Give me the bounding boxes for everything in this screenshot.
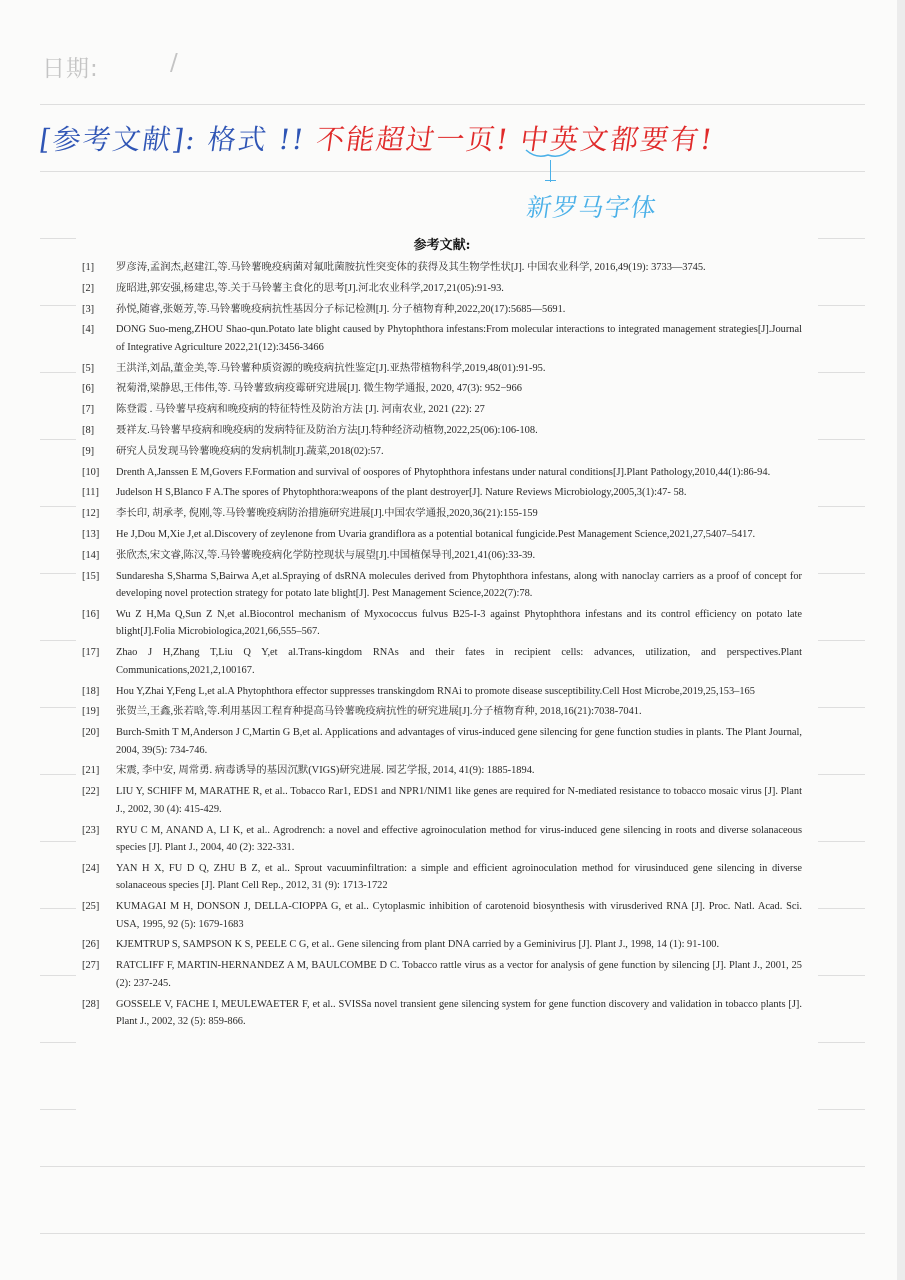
reference-number: [7] <box>82 404 95 416</box>
reference-number: [15] <box>82 570 100 582</box>
reference-text: DONG Suo-meng,ZHOU Shao-qun.Potato late blight caused by Phytophthora infestans:From molecular interactions to integrated management strategies[J].Journal of Integrative Agriculture 2022,21(12):3456-3466 <box>116 324 802 353</box>
ruled-line <box>818 305 865 306</box>
reference-text: Burch-Smith T M,Anderson J C,Martin G B,et al. Applications and advantages of virus-induced gene silencing for gene function studies in plants. The Plant Journal, 2004, 39(5): 734-746. <box>116 727 802 756</box>
reference-text: Sundaresha S,Sharma S,Bairwa A,et al.Spraying of dsRNA molecules derived from Phytophthora infestans, along with nanoclay carriers as a proof of concept for developing novel protection strategy for potato late blight[J]. Pest Management Science,2022(7):78. <box>116 570 802 600</box>
reference-item <box>82 996 802 1031</box>
reference-number: [11] <box>82 487 99 499</box>
reference-text: Judelson H S,Blanco F A.The spores of Phytophthora:weapons of the plant destroyer[J]. Nature Reviews Microbiology,2005,3(1):47- 58. <box>116 487 687 499</box>
reference-item <box>82 957 802 992</box>
reference-text: 孙悦,随睿,张姬芳,等.马铃薯晚疫病抗性基因分子标记检测[J]. 分子植物育种,2022,20(17):5685—5691. <box>116 303 566 315</box>
ruled-line <box>818 640 865 641</box>
ruled-line <box>40 975 76 976</box>
ruled-line <box>40 573 76 574</box>
reference-item <box>82 683 802 701</box>
reference-text: KUMAGAI M H, DONSON J, DELLA-CIOPPA G, et al.. Cytoplasmic inhibition of carotenoid biosynthesis with virusderived RNA [J]. Proc. Natl. Acad. Sci. USA, 1995, 92 (5): 1679-1683 <box>116 901 802 930</box>
reference-item <box>82 301 802 319</box>
reference-number: [20] <box>82 727 100 739</box>
reference-number: [22] <box>82 786 100 798</box>
reference-item <box>82 936 802 954</box>
reference-number: [17] <box>82 647 100 659</box>
pasted-reference-list <box>82 228 802 1148</box>
handwritten-subnote: 新罗马字体 <box>524 193 659 222</box>
reference-item <box>82 422 802 440</box>
reference-text: GOSSELE V, FACHE I, MEULEWAETER F, et al.. SVISSa novel transient gene silencing system for gene function discovery and validation in tobacco plants [J]. Plant J., 2002, 32 (5): 859-866. <box>116 998 802 1028</box>
reference-item <box>82 783 802 818</box>
reference-number: [10] <box>82 466 100 478</box>
reference-text: RATCLIFF F, MARTIN-HERNANDEZ A M, BAULCOMBE D C. Tobacco rattle virus as a vector for analysis of gene function by silencing [J]. Plant J., 2001, 25 (2): 237-245. <box>116 960 802 989</box>
reference-number: [3] <box>82 303 95 315</box>
reference-text: 罗彦涛,孟润杰,赵建江,等.马铃薯晚疫病菌对氟吡菌胺抗性突变体的获得及其生物学性状[J]. 中国农业科学, 2016,49(19): 3733—3745. <box>116 262 706 273</box>
reference-text: 祝菊滑,梁静思,王伟伟,等. 马铃薯致病疫霉研究进展[J]. 微生物学通报, 2020, 47(3): 952−966 <box>116 383 522 395</box>
date-separator: / <box>170 50 178 76</box>
reference-text: KJEMTRUP S, SAMPSON K S, PEELE C G, et al.. Gene silencing from plant DNA carried by a Geminivirus [J]. Plant J., 1998, 14 (1): 91-100. <box>116 939 720 951</box>
ruled-line <box>818 1109 865 1110</box>
reference-number: [24] <box>82 862 100 874</box>
reference-number: [5] <box>82 362 95 374</box>
date-label: 日期: <box>42 56 99 82</box>
ruled-line <box>818 238 865 239</box>
reference-item <box>82 443 802 461</box>
ruled-line <box>40 305 76 306</box>
ruled-line <box>40 238 76 239</box>
reference-item <box>82 526 802 544</box>
reference-number: [27] <box>82 960 100 972</box>
ruled-line <box>40 841 76 842</box>
handwritten-note <box>37 118 717 158</box>
reference-item <box>82 822 802 857</box>
reference-number: [26] <box>82 939 100 951</box>
reference-item <box>82 360 802 378</box>
reference-number: [25] <box>82 901 100 913</box>
ruled-line <box>818 573 865 574</box>
reference-text: Wu Z H,Ma Q,Sun Z N,et al.Biocontrol mechanism of Myxococcus fulvus B25-I-3 against Phytophthora infestans and its control efficiency on potato late blight[J].Folia Microbiologica,2021,66,555–567. <box>116 608 802 638</box>
reference-number: [4] <box>82 324 95 336</box>
reference-item <box>82 464 802 482</box>
ruled-line <box>818 774 865 775</box>
pointer-bar <box>545 180 556 181</box>
reference-text: 研究人员发现马铃薯晚疫病的发病机制[J].蔬菜,2018(02):57. <box>116 445 384 457</box>
reference-item <box>82 762 802 780</box>
reference-item <box>82 484 802 502</box>
reference-item <box>82 606 802 641</box>
ruled-line <box>818 841 865 842</box>
reference-item <box>82 724 802 759</box>
reference-number: [18] <box>82 685 100 697</box>
reference-text: 聂祥友.马铃薯早疫病和晚疫病的发病特征及防治方法[J].特种经济动植物,2022,25(06):106-108. <box>116 425 538 437</box>
underline-brace-icon <box>524 147 572 163</box>
reference-number: [8] <box>82 425 95 437</box>
reference-item <box>82 568 802 603</box>
reference-number: [2] <box>82 282 95 294</box>
ruled-line <box>818 1042 865 1043</box>
handwritten-note-format: [参考文献]: 格式 !! <box>37 123 319 156</box>
reference-item <box>82 280 802 298</box>
reference-text: He J,Dou M,Xie J,et al.Discovery of zeylenone from Uvaria grandiflora as a potential botanical fungicide.Pest Management Science,2021,27,5407–5417. <box>116 529 756 541</box>
handwritten-note-warning: 不能超过一页! 中英文都要有! <box>313 123 717 156</box>
ruled-line <box>818 439 865 440</box>
reference-title: 参考文献: <box>413 238 471 253</box>
ruled-line <box>40 908 76 909</box>
ruled-line <box>40 104 865 105</box>
page-edge <box>897 0 905 1280</box>
reference-item <box>82 505 802 523</box>
reference-item <box>82 321 802 356</box>
reference-number: [23] <box>82 824 100 836</box>
reference-text: Zhao J H,Zhang T,Liu Q Y,et al.Trans-kingdom RNAs and their fates in recipient cells: advances, utilization, and perspectives.Plant Communications,2021,2,100167. <box>116 647 802 676</box>
ruled-line <box>40 1233 865 1234</box>
pointer-line <box>550 160 551 182</box>
reference-text: Hou Y,Zhai Y,Feng L,et al.A Phytophthora effector suppresses transkingdom RNAi to promote disease susceptibility.Cell Host Microbe,2019,25,153–165 <box>116 685 755 697</box>
reference-number: [19] <box>82 706 100 718</box>
reference-text: 庞昭进,郭安强,杨建忠,等.关于马铃薯主食化的思考[J].河北农业科学,2017,21(05):91-93. <box>116 282 504 294</box>
reference-number: [28] <box>82 998 100 1010</box>
ruled-line <box>40 372 76 373</box>
ruled-line <box>40 171 865 172</box>
reference-number: [12] <box>82 508 100 520</box>
reference-text: 李长印, 胡承孝, 倪刚,等.马铃薯晚疫病防治措施研究进展[J].中国农学通报,2020,36(21):155-159 <box>116 508 538 520</box>
ruled-line <box>40 506 76 507</box>
ruled-line <box>818 908 865 909</box>
reference-text: 王洪洋,刘晶,董金美,等.马铃薯种质资源的晚疫病抗性鉴定[J].亚热带植物科学,2019,48(01):91-95. <box>116 362 546 374</box>
reference-number: [1] <box>82 262 95 273</box>
reference-text: LIU Y, SCHIFF M, MARATHE R, et al.. Tobacco Rar1, EDS1 and NPR1/NIM1 like genes are required for N-mediated resistance to tobacco mosaic virus [J]. Plant J., 2002, 30 (4): 415-429. <box>116 786 802 815</box>
reference-number: [16] <box>82 608 100 620</box>
reference-item <box>82 703 802 721</box>
reference-number: [6] <box>82 383 95 395</box>
reference-text: 宋震, 李中安, 周常勇. 病毒诱导的基因沉默(VIGS)研究进展. 园艺学报, 2014, 41(9): 1885-1894. <box>116 765 535 777</box>
reference-number: [21] <box>82 765 100 777</box>
reference-text: YAN H X, FU D Q, ZHU B Z, et al.. Sprout vacuuminfiltration: a simple and efficient agroinoculation method for virusinduced gene silencing in diverse solanaceous species [J]. Plant Cell Rep., 2012, 31 (9): 1713-1722 <box>116 862 802 892</box>
ruled-line <box>40 707 76 708</box>
reference-text: 陈登霞 . 马铃薯早疫病和晚疫病的特征特性及防治方法 [J]. 河南农业, 2021 (22): 27 <box>116 404 485 416</box>
reference-list <box>82 259 802 1031</box>
reference-text: RYU C M, ANAND A, LI K, et al.. Agrodrench: a novel and effective agroinoculation method for virus-induced gene silencing in roots and diverse solanaceous species [J]. Plant J., 2004, 40 (2): 322-331. <box>116 824 802 854</box>
reference-number: [13] <box>82 529 100 541</box>
ruled-line <box>40 640 76 641</box>
ruled-line <box>818 707 865 708</box>
reference-number: [14] <box>82 549 100 561</box>
ruled-line <box>40 1042 76 1043</box>
reference-text: 张欣杰,宋文睿,陈汉,等.马铃薯晚疫病化学防控现状与展望[J].中国植保导刊,2021,41(06):33-39. <box>116 549 536 561</box>
reference-item <box>82 380 802 398</box>
reference-text: 张贺兰,王鑫,张若晗,等.利用基因工程育种提高马铃薯晚疫病抗性的研究进展[J].分子植物育种, 2018,16(21):7038-7041. <box>116 706 642 718</box>
ruled-line <box>818 975 865 976</box>
ruled-line <box>40 1166 865 1167</box>
ruled-line <box>818 506 865 507</box>
reference-item <box>82 401 802 419</box>
reference-item <box>82 259 802 277</box>
reference-item <box>82 644 802 679</box>
ruled-line <box>818 372 865 373</box>
ruled-line <box>40 439 76 440</box>
reference-text: Drenth A,Janssen E M,Govers F.Formation and survival of oospores of Phytophthora infestans under natural conditions[J].Plant Pathology,2010,44(1):86-94. <box>116 466 771 478</box>
reference-item <box>82 860 802 895</box>
ruled-line <box>40 1109 76 1110</box>
reference-number: [9] <box>82 445 95 457</box>
ruled-line <box>40 774 76 775</box>
reference-item <box>82 898 802 933</box>
reference-item <box>82 547 802 565</box>
